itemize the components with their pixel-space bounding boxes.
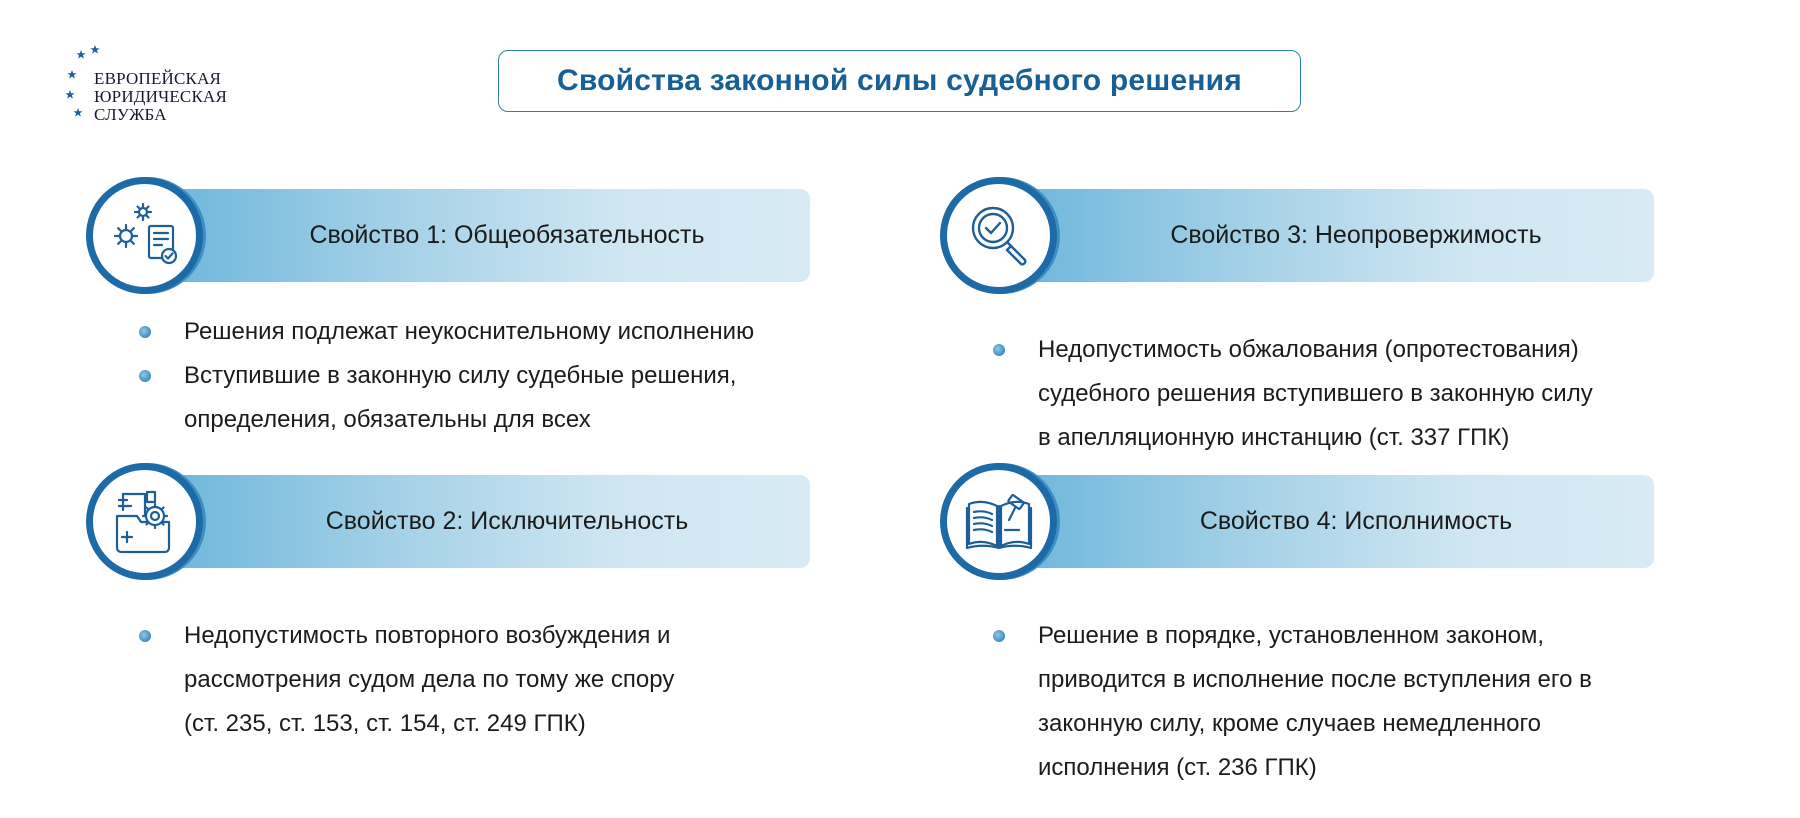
- bullet-dot: [993, 344, 1005, 356]
- bullet-text: Недопустимость обжалования (опротестования) судебного решения вступившего в законную силу в апелляционную инстанцию (ст. 337 ГПК): [1038, 336, 1593, 451]
- bullet-dot: [139, 370, 151, 382]
- gears-document-check-icon: [109, 200, 181, 272]
- law-book-gavel-icon: [963, 486, 1035, 558]
- card-icon-circle: [86, 463, 203, 580]
- card-header-bar: [164, 189, 810, 282]
- page-title-box: [498, 50, 1301, 112]
- bullet-text: Вступившие в законную силу судебные решения, определения, обязательны для всех: [184, 362, 737, 433]
- bullet-item: [86, 310, 754, 354]
- bullet-dot: [139, 326, 151, 338]
- card-header-bar: [1018, 475, 1654, 568]
- bullet-text: Недопустимость повторного возбуждения и рассмотрения судом дела по тому же спору (ст. 235, ст. 153, ст. 154, ст. 249 ГПК): [184, 622, 675, 737]
- card-heading: Свойство 1: Общеобязательность: [309, 221, 705, 249]
- bullet-item: [86, 614, 674, 746]
- logo: [64, 42, 254, 126]
- card-icon-circle: [940, 463, 1057, 580]
- card-header-bar: [164, 475, 810, 568]
- bullet-item: [940, 614, 1592, 790]
- bullet-list: [940, 596, 1592, 808]
- magnifier-check-icon: [963, 200, 1035, 272]
- bullet-list: [86, 596, 674, 764]
- logo-line-2: ЮРИДИЧЕСКАЯ: [94, 87, 228, 106]
- bullet-text: Решения подлежат неукоснительному исполнению: [184, 318, 755, 345]
- card-heading: Свойство 4: Исполнимость: [1199, 507, 1513, 535]
- bullet-item: [86, 354, 754, 442]
- card-icon-circle: [86, 177, 203, 294]
- card-heading: Свойство 3: Неопровержимость: [1170, 221, 1542, 249]
- page-title: Свойства законной силы судебного решения: [556, 64, 1242, 97]
- card-header-bar: [1018, 189, 1654, 282]
- bullet-dot: [993, 630, 1005, 642]
- logo-line-1: ЕВРОПЕЙСКАЯ: [94, 69, 222, 88]
- card-icon-circle: [940, 177, 1057, 294]
- bullet-text: Решение в порядке, установленном законом, приводится в исполнение после вступления его в законную силу, кроме случаев немедленного исполнения (ст. 236 ГПК): [1038, 622, 1592, 781]
- logo-line-3: СЛУЖБА: [94, 105, 167, 124]
- document-virus-medical-icon: [109, 486, 181, 558]
- bullet-dot: [139, 630, 151, 642]
- card-heading: Свойство 2: Исключительность: [325, 507, 689, 535]
- bullet-list: [940, 310, 1593, 478]
- bullet-list: [86, 310, 754, 442]
- bullet-item: [940, 328, 1593, 460]
